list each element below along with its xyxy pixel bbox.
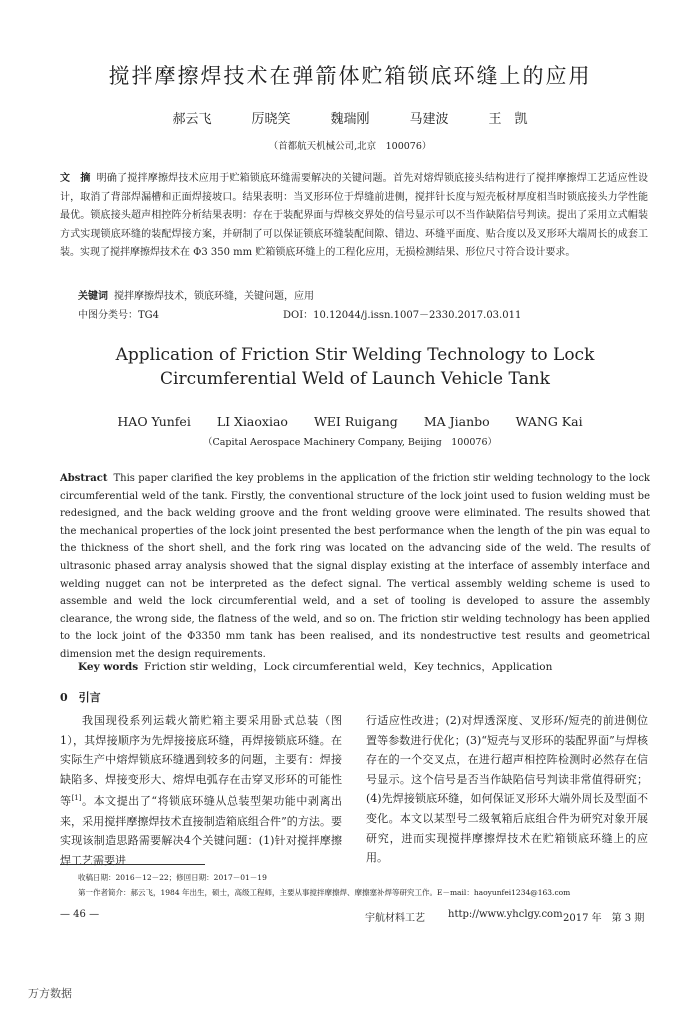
english-abstract-text: This paper clarified the key problems in the application of the friction stir welding technology to the lock circumferential weld of the tank. Firstly, the conventional structure of the lock joint used to fusion welding must be redesigned, and the back welding groove and the front welding groove were eliminated. The results showed that the mechanical properties of the lock joint presented the best performance when the length of the pin was equal to the thickness of the short shell, and the fork ring was located on the advancing side of the weld. The results of ultrasonic phased array analysis showed that the signal display existing at the interface of assembly interface and welding nugget can not be interpreted as the defect signal. The vertical assembly welding scheme is used to assemble and weld the lock circumferential weld, and a set of tooling is developed to assure the assembly clearance, the wrong side, the flatness of the weld, and so on. The friction stir welding technology has been applied to the lock joint of the Φ3350 mm tank has been realised, and its nondestructive test results and geometrical dimension met the design requirements. bbox=[60, 473, 650, 660]
author-name: 马建波 bbox=[409, 112, 449, 127]
chinese-title: 搅拌摩擦焊技术在弹箭体贮箱锁底环缝上的应用 bbox=[108, 64, 592, 88]
doi: DOI：10.12044/j.issn.1007－2330.2017.03.011 bbox=[283, 310, 522, 321]
footnote-dates: 收稿日期：2016－12－22；修回日期：2017－01－19 bbox=[78, 873, 267, 882]
author-name: 厉晓笑 bbox=[251, 112, 291, 127]
author-name: 郝云飞 bbox=[172, 112, 212, 127]
chinese-abstract-label: 文 摘 bbox=[60, 173, 91, 184]
english-keywords-label: Key words bbox=[78, 661, 139, 673]
journal-url[interactable]: http://www.yhclgy.com bbox=[448, 909, 563, 920]
chinese-abstract bbox=[60, 170, 648, 263]
english-keywords bbox=[78, 659, 648, 674]
chinese-keywords-label: 关键词 bbox=[78, 291, 108, 302]
journal-name: 宇航材料工艺 bbox=[365, 913, 425, 924]
author-name: HAO Yunfei bbox=[117, 414, 191, 429]
section-heading: 0 引言 bbox=[60, 691, 101, 704]
journal-issue: 2017 年 第 3 期 bbox=[563, 913, 645, 924]
chinese-keywords-text: 搅拌摩擦焊技术，锁底环缝，关键问题，应用 bbox=[114, 291, 314, 302]
english-keywords-text: Friction stir welding，Lock circumferential weld，Key technics，Application bbox=[144, 661, 553, 673]
english-title: Application of Friction Stir Welding Technology to Lock Circumferential Weld of Launch Vehicle Tank bbox=[115, 345, 595, 389]
english-author-list bbox=[0, 414, 700, 429]
body-column-right: 行适应性改进；(2)对焊透深度、叉形环/短壳的前进侧位置等参数进行优化；(3)“短壳与叉形环的装配界面”与焊核存在的一个交叉点，在进行超声相控阵检测时必然存在信号显示。这个信号是否当作缺陷信号判读非常值得研究；(4)先焊接锁底环缝，如何保证叉形环大端外周长及型面不变化。本文以某型号二级氧箱后底组合件为研究对象开展研究，进而实现搅拌摩擦焊技术在贮箱锁底环缝上的应用。 bbox=[366, 714, 648, 865]
english-abstract bbox=[60, 470, 650, 664]
english-affiliation: （Capital Aerospace Machinery Company, Beijing 100076） bbox=[202, 437, 498, 448]
chinese-keywords bbox=[78, 287, 648, 302]
watermark: 万方数据 bbox=[28, 987, 72, 1000]
classification-row bbox=[78, 306, 648, 321]
author-name: 魏瑞刚 bbox=[330, 112, 370, 127]
page-footer bbox=[60, 909, 650, 923]
author-name: 王 凯 bbox=[488, 112, 528, 127]
body-text: 。本文提出了“将锁底环缝从总装型架功能中剥离出来，采用搅拌摩擦焊技术直接制造箱底组合件”的方法。要实现该制造思路需要解决4个关键问题：(1)针对搅拌摩擦焊工艺需要进 bbox=[60, 795, 342, 867]
reference-marker[interactable]: [1] bbox=[71, 794, 82, 803]
english-abstract-label: Abstract bbox=[60, 473, 108, 484]
chinese-abstract-text: 明确了搅拌摩擦焊技术应用于贮箱锁底环缝需要解决的关键问题。首先对熔焊锁底接头结构进行了搅拌摩擦焊工艺适应性设计，取消了背部焊漏槽和正面焊接坡口。结果表明：当叉形环位于焊缝前进侧，搅拌针长度与短壳板材厚度相当时锁底接头力学性能最优。锁底接头超声相控阵分析结果表明：存在于装配界面与焊核交界处的信号显示可以不当作缺陷信号判读。提出了采用立式帽装方式实现锁底环缝的装配焊接方案，并研制了可以保证锁底环缝装配间隙、错边、环缝平面度、贴合度以及叉形环大端周长的成套工装。实现了搅拌摩擦焊技术在 Φ3 350 mm 贮箱锁底环缝上的工程化应用，无损检测结果、形位尺寸符合设计要求。 bbox=[60, 173, 649, 258]
page-number: — 46 — bbox=[60, 909, 100, 920]
classification-number: 中图分类号：TG4 bbox=[78, 310, 160, 321]
author-name: WEI Ruigang bbox=[313, 414, 398, 429]
chinese-affiliation: （首都航天机械公司,北京 100076） bbox=[268, 141, 432, 152]
body-text: 我国现役系列运载火箭贮箱主要采用卧式总装（图1），其焊接顺序为先焊接接底环缝，再焊接锁底环缝。在实际生产中熔焊锁底环缝遇到较多的问题，主要有：焊接缺陷多、焊接变形大、熔焊电弧存在击穿叉形环的可能性等 bbox=[60, 714, 342, 809]
footnote-author: 第一作者简介：郝云飞，1984 年出生，硕士，高级工程师，主要从事搅拌摩擦焊、摩擦塞补焊等研究工作。E－mail：haoyunfei1234@163.com bbox=[78, 888, 571, 897]
chinese-author-list bbox=[0, 108, 700, 127]
author-name: WANG Kai bbox=[515, 414, 583, 429]
author-name: LI Xiaoxiao bbox=[216, 414, 288, 429]
footnote-divider bbox=[60, 864, 205, 865]
body-column-left bbox=[60, 711, 342, 870]
author-name: MA Jianbo bbox=[423, 414, 490, 429]
